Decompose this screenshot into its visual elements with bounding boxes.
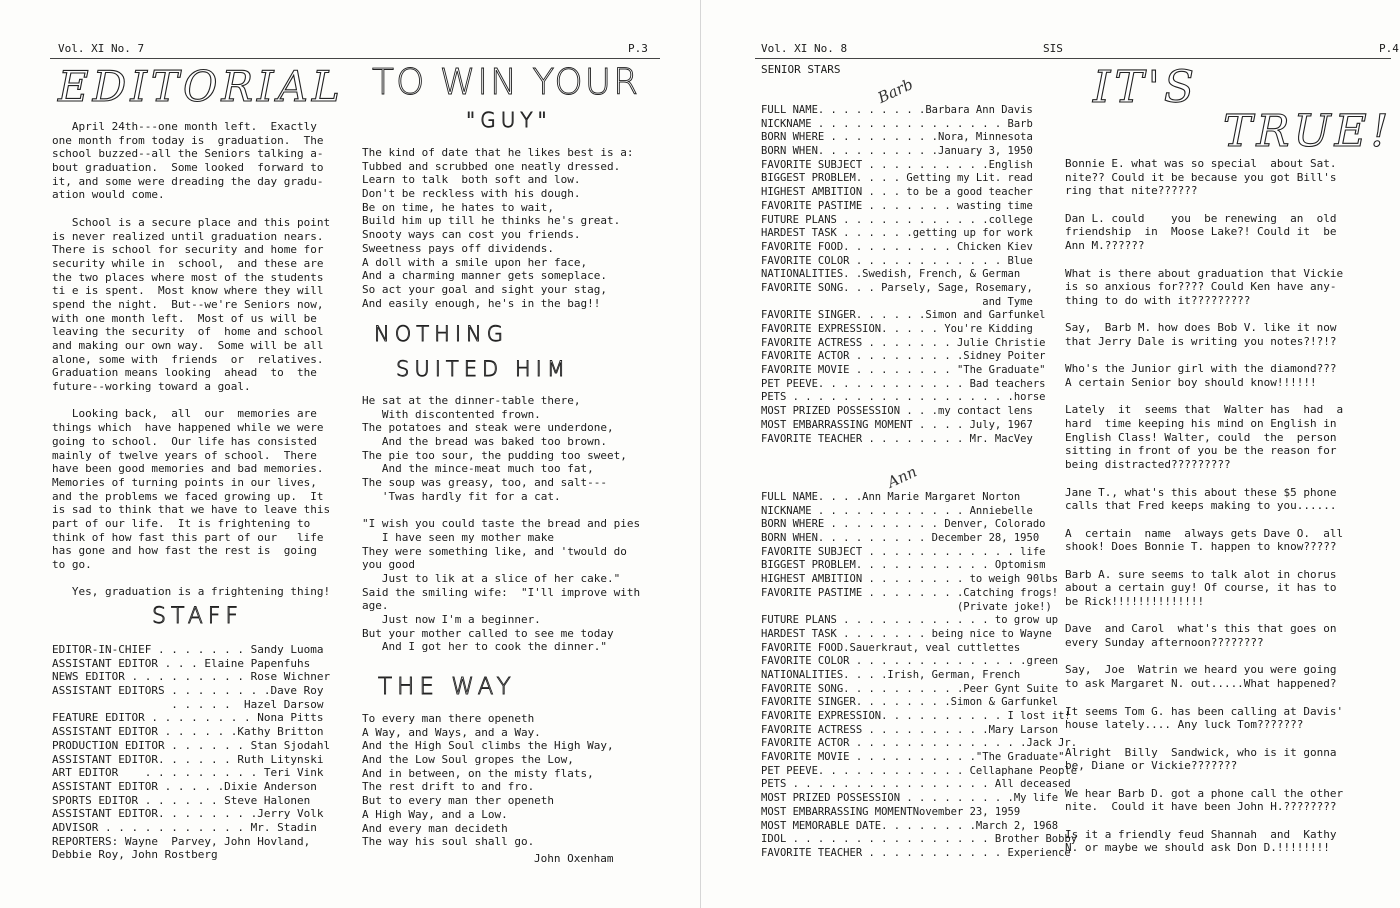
text-line: BORN WHEN. . . . . . . . . .January 3, 1950 <box>761 145 1033 158</box>
text-line: and the problems we faced growing up. It <box>52 489 324 503</box>
text-line: PETS . . . . . . . . . . . . . . . . All deceased <box>761 778 1071 791</box>
text-line: So act your goal and sight your stag, <box>362 282 608 296</box>
text-line: Just to lik at a slice of her cake." <box>362 571 621 585</box>
text-line: Barb A. sure seems to talk alot in chorus <box>1065 567 1337 581</box>
text-line: SPORTS EDITOR . . . . . . Steve Halonen <box>52 793 311 807</box>
text-line: BORN WHERE . . . . . . . . .Nora, Minnesota <box>761 131 1033 144</box>
text-line: FEATURE EDITOR . . . . . . . . Nona Pitts <box>52 711 324 725</box>
text-line: FUTURE PLANS . . . . . . . . . . . .college <box>761 213 1033 226</box>
text-line: The potatoes and steak were underdone, <box>362 421 614 435</box>
way-poem <box>362 712 614 849</box>
text-line: REPORTERS: Wayne Parvey, John Hovland, <box>52 834 311 848</box>
text-line <box>1065 609 1343 623</box>
text-line: And the mince-meat much too fat, <box>362 462 594 476</box>
text-line: part of our life. It is frightening to <box>52 516 311 530</box>
text-line: ring that nite?????? <box>1065 184 1198 198</box>
text-line: PRODUCTION EDITOR . . . . . . Stan Sjodahl <box>52 738 331 752</box>
text-line: shook! Does Bonnie T. happen to know????? <box>1065 540 1337 554</box>
text-line <box>1065 198 1343 212</box>
text-line <box>1065 732 1343 746</box>
text-line: FAVORITE PASTIME . . . . . . . .Catching frogs! <box>761 586 1059 599</box>
guy-heading-quote: "GUY" <box>466 108 552 132</box>
page-number: P.4 <box>1379 42 1399 55</box>
text-line: school buzzed--all the Seniors talking a- <box>52 147 324 161</box>
nothing-heading-2: SUITED HIM <box>396 357 570 381</box>
text-line: HARDEST TASK . . . . . . . being nice to Wayne <box>761 627 1052 640</box>
handwritten-ann: Ann <box>884 462 920 492</box>
text-line: Don't be reckless with his dough. <box>362 187 581 201</box>
text-line: Say, Joe Watrin we heard you were going <box>1065 663 1337 677</box>
text-line: Alright Billy Sandwick, who is it gonna <box>1065 745 1337 759</box>
text-line: And a charming manner gets someplace. <box>362 269 608 283</box>
text-line: and making our own way. Some will be all <box>52 339 324 352</box>
volume-number: Vol. XI No. 7 <box>58 42 145 55</box>
text-line: every Sunday afternoon???????? <box>1065 636 1264 650</box>
text-line: be Rick!!!!!!!!!!!!!! <box>1065 595 1205 608</box>
text-line: ASSISTANT EDITOR. . . . . . Ruth Litynski <box>52 752 324 766</box>
text-line: PETS . . . . . . . . . . . . . . . . . .horse <box>761 391 1046 404</box>
text-line: being distracted????????? <box>1065 458 1231 472</box>
text-line: PET PEEVE. . . . . . . . . . . . Cellaphane People <box>761 764 1078 777</box>
text-line: Be on time, he hates to wait, <box>362 200 555 214</box>
text-line: Looking back, all our memories are <box>52 407 317 421</box>
text-line: Dave and Carol what's this that goes on <box>1065 622 1337 636</box>
text-line: FAVORITE COLOR . . . . . . . . . . . . . .green <box>761 655 1059 668</box>
text-line: FAVORITE ACTOR . . . . . . . . . . . . . .Jack Jr. <box>761 737 1078 750</box>
text-line: FAVORITE EXPRESSION. . . . . . . . . . I lost it! <box>761 710 1071 722</box>
right-page <box>700 0 1400 908</box>
page-number: P.3 <box>628 42 648 55</box>
text-line: FAVORITE SONG. . . Parsely, Sage, Rosemary, <box>761 281 1033 294</box>
text-line: Memories of turning points in our lives, <box>52 475 317 489</box>
text-line: FAVORITE TEACHER . . . . . . . . . . . Experience <box>761 846 1071 859</box>
header-rule <box>755 58 1391 59</box>
gossip-column <box>1065 157 1343 855</box>
its-true-heading-2: TRUE! <box>1223 106 1393 157</box>
way-heading: THE WAY <box>378 674 516 700</box>
text-line: BORN WHERE . . . . . . . . . Denver, Colorado <box>761 518 1046 531</box>
text-line: spend the night. But--we're Seniors now, <box>52 297 324 311</box>
text-line: April 24th---one month left. Exactly <box>52 120 317 133</box>
text-line: Snooty ways can cost you friends. <box>362 228 581 242</box>
text-line: N. or maybe we should ask Don D.!!!!!!!! <box>1065 841 1330 855</box>
text-line: The pie too sour, the pudding too sweet, <box>362 448 627 462</box>
text-line: bout graduation. Some looked forward to <box>52 161 324 175</box>
text-line: But your mother called to see me today <box>362 626 614 640</box>
text-line: leaving the security of home and school <box>52 325 324 339</box>
text-line: HARDEST TASK . . . . . .getting up for work <box>761 227 1033 240</box>
text-line: have been good memories and bad memories. <box>52 462 324 476</box>
text-line: School is a secure place and this point <box>52 215 331 229</box>
text-line: MOST PRIZED POSSESSION . . . . . . . . .My life <box>761 792 1059 805</box>
text-line: FAVORITE TEACHER . . . . . . . . Mr. MacVey <box>761 432 1033 445</box>
text-line: Dan L. could you be renewing an old <box>1065 211 1337 225</box>
staff-list <box>52 643 330 862</box>
text-line: Bonnie E. what was so special about Sat. <box>1065 157 1337 170</box>
text-line: FAVORITE SINGER. . . . . .Simon and Garfunkel <box>761 309 1046 322</box>
senior-stars-title: SENIOR STARS <box>761 63 841 76</box>
text-line: And the High Soul climbs the High Way, <box>362 739 614 753</box>
text-line: Is it a friendly feud Shannah and Kathy <box>1065 827 1337 841</box>
text-line: mainly of twelve years of school. There <box>52 448 317 462</box>
text-line: Who's the Junior girl with the diamond??? <box>1065 362 1337 376</box>
text-line: security while in school, and these are <box>52 256 324 270</box>
text-line: be, Diane or Vickie??????? <box>1065 759 1238 773</box>
volume-number: Vol. XI No. 8 <box>761 42 848 55</box>
text-line: NATIONALITIES. .Swedish, French, & German <box>761 268 1021 281</box>
text-line: ASSISTANT EDITOR . . . Elaine Papenfuhs <box>52 656 311 670</box>
text-line: It seems Tom G. has been calling at Davis' <box>1065 704 1344 718</box>
text-line: ASSISTANT EDITORS . . . . . . . .Dave Roy <box>52 684 324 698</box>
text-line: ASSISTANT EDITOR . . . . . .Kathy Britton <box>52 725 324 739</box>
text-line: house lately.... Any luck Tom??????? <box>1065 718 1304 732</box>
text-line: FAVORITE PASTIME . . . . . . . wasting time <box>761 199 1033 212</box>
text-line: FAVORITE SUBJECT . . . . . . . . . .English <box>761 158 1033 171</box>
text-line: FAVORITE ACTRESS . . . . . . . Julie Christie <box>761 336 1046 349</box>
text-line: FAVORITE COLOR . . . . . . . . . . . . Blue <box>761 254 1033 267</box>
text-line: IDOL . . . . . . . . . . . . . . . . Brother Bobby <box>761 833 1078 846</box>
text-line: Yes, graduation is a frightening thing! <box>52 585 331 599</box>
editorial-text <box>52 120 330 599</box>
text-line: nite?? Could it be because you got Bill's <box>1065 170 1337 184</box>
text-line <box>1065 513 1343 527</box>
text-line: ASSISTANT EDITOR . . . . .Dixie Anderson <box>52 779 317 793</box>
text-line: MOST EMBARRASSING MOMENTNovember 23, 1959 <box>761 805 1021 818</box>
text-line <box>1065 253 1343 267</box>
text-line: FAVORITE SINGER. . . . . . . .Simon & Garfunkel <box>761 696 1059 709</box>
text-line: The rest drift to and fro. <box>362 780 535 794</box>
text-line: future--working toward a goal. <box>52 380 251 394</box>
text-line <box>1065 349 1343 363</box>
text-line: Jane T., what's this about these $5 phone <box>1065 485 1337 499</box>
text-line: "I wish you could taste the bread and pies <box>362 517 641 531</box>
text-line <box>1065 472 1343 486</box>
text-line: PET PEEVE. . . . . . . . . . . . Bad teachers <box>761 377 1046 390</box>
text-line: going to school. Our life has consisted <box>52 434 317 448</box>
text-line: A certain name always gets Dave O. all <box>1065 526 1344 540</box>
text-line: it, and some were dreading the day gradu- <box>52 174 324 188</box>
text-line: FAVORITE ACTRESS . . . . . . . . . .Mary Larson <box>761 723 1059 736</box>
text-line: Debbie Roy, John Rostberg <box>52 848 218 862</box>
text-line <box>52 394 330 408</box>
text-line: BORN WHEN. . . . . . . . . December 28, 1950 <box>761 532 1040 545</box>
text-line: But to every man ther openeth <box>362 794 555 808</box>
paper-name: SIS <box>1043 42 1063 55</box>
text-line: NICKNAME . . . . . . . . . . . . Anniebelle <box>761 504 1033 517</box>
text-line: EDITOR-IN-CHIEF . . . . . . . Sandy Luoma <box>52 643 324 656</box>
text-line: FULL NAME. . . . . . . . .Barbara Ann Davis <box>761 104 1033 116</box>
text-line: Tubbed and scrubbed one neatly dressed. <box>362 159 621 173</box>
text-line: is never realized until graduation nears. <box>52 229 324 243</box>
text-line: A Way, and Ways, and a Way. <box>362 725 541 739</box>
text-line: He sat at the dinner-table there, <box>362 394 581 407</box>
text-line: friendship in Moose Lake?! Could it be <box>1065 225 1337 239</box>
text-line: Build him up till he thinks he's great. <box>362 214 621 228</box>
text-line: And the Low Soul gropes the Low, <box>362 753 574 767</box>
guy-poem <box>362 146 634 310</box>
text-line: Lately it seems that Walter has had a <box>1065 403 1344 417</box>
text-line: hard time keeping his mind on English in <box>1065 417 1337 431</box>
text-line: NICKNAME . . . . . . . . . . . . . . . Barb <box>761 117 1033 130</box>
text-line: ti e is spent. Most know where they will <box>52 284 324 298</box>
text-line: FUTURE PLANS . . . . . . . . . . . . to grow up <box>761 614 1059 627</box>
text-line: calls that Fred keeps making to you...... <box>1065 499 1337 513</box>
text-line: HIGHEST AMBITION . . . to be a good teacher <box>761 186 1033 199</box>
text-line: ART EDITOR . . . . . . . . . Teri Vink <box>52 766 324 780</box>
text-line: The soup was greasy, too, and salt--- <box>362 476 608 490</box>
text-line <box>1065 691 1343 705</box>
text-line <box>1065 308 1343 322</box>
text-line: There is school for security and home for <box>52 243 324 257</box>
text-line: To every man there openeth <box>362 712 535 725</box>
text-line: ADVISOR . . . . . . . . . . . Mr. Stadin <box>52 820 317 834</box>
text-line: is so anxious for???? Could Ken have any- <box>1065 280 1337 294</box>
text-line: has gone and how fast the rest is going <box>52 544 317 558</box>
text-line: With discontented frown. <box>362 407 541 421</box>
text-line: that Jerry Dale is writing you notes?!?!? <box>1065 334 1337 348</box>
header-rule <box>50 58 660 59</box>
text-line: things which have happened while we were <box>52 421 324 435</box>
text-line: And easily enough, he's in the bag!! <box>362 296 601 310</box>
text-line <box>1065 390 1343 404</box>
way-author: John Oxenham <box>534 852 614 865</box>
text-line: BIGGEST PROBLEM. . . . . . . . . . . Optomism <box>761 559 1046 572</box>
nothing-poem <box>362 394 640 654</box>
text-line: FAVORITE SONG. . . . . . . . . .Peer Gynt Suite <box>761 682 1059 695</box>
text-line: What is there about graduation that Vickie <box>1065 266 1344 280</box>
text-line: 'Twas hardly fit for a cat. <box>362 489 561 503</box>
profile-ann <box>761 491 1077 861</box>
text-line: A certain Senior boy should know!!!!!! <box>1065 376 1317 389</box>
text-line: FAVORITE MOVIE . . . . . . . . . ."The Graduate" <box>761 751 1065 764</box>
staff-heading: STAFF <box>152 604 244 629</box>
its-true-heading: IT'S <box>1093 62 1198 113</box>
text-line: English Class! Walter, could the person <box>1065 430 1337 444</box>
text-line: A doll with a smile upon her face, <box>362 255 588 269</box>
text-line: FULL NAME. . . .Ann Marie Margaret Norton <box>761 491 1021 503</box>
text-line: to ask Margaret N. out.....What happened? <box>1065 677 1337 691</box>
text-line: Learn to talk both soft and low. <box>362 173 581 187</box>
text-line: FAVORITE ACTOR . . . . . . . . .Sidney Poiter <box>761 350 1046 363</box>
text-line <box>52 202 330 216</box>
text-line: Ann M.?????? <box>1065 239 1145 253</box>
text-line: is sad to think that we have to leave this <box>52 503 331 517</box>
text-line: thing to do with it????????? <box>1065 293 1251 307</box>
text-line: one month from today is graduation. The <box>52 133 324 147</box>
nothing-heading: NOTHING <box>374 322 509 346</box>
text-line: And the bread was baked too brown. <box>362 435 608 449</box>
text-line: Graduation means looking ahead to the <box>52 366 317 380</box>
text-line <box>362 504 640 518</box>
text-line: FAVORITE MOVIE . . . . . . . . "The Graduate" <box>761 364 1046 377</box>
text-line: ation would come. <box>52 188 165 202</box>
text-line: I have seen my mother make <box>362 530 555 544</box>
text-line: to go. <box>52 558 92 571</box>
text-line: sitting in front of you be the reason for <box>1065 444 1337 458</box>
text-line: FAVORITE SUBJECT . . . . . . . . . . . . life <box>761 545 1046 558</box>
text-line: think of how fast this part of our life <box>52 530 324 544</box>
text-line: MOST PRIZED POSSESSION . . .my contact lens <box>761 405 1033 418</box>
text-line: We hear Barb D. got a phone call the other <box>1065 786 1344 800</box>
text-line: and Tyme <box>761 295 1033 308</box>
text-line: . . . . . Hazel Darsow <box>52 697 324 711</box>
text-line: NATIONALITIES. . . .Irish, German, French <box>761 668 1021 681</box>
text-line: And every man decideth <box>362 821 508 835</box>
text-line: BIGGEST PROBLEM. . . . Getting my Lit. read <box>761 172 1033 185</box>
text-line: FAVORITE EXPRESSION. . . . . You're Kidding <box>761 323 1033 335</box>
text-line <box>1065 814 1343 828</box>
text-line: age. <box>362 599 389 613</box>
text-line <box>1065 773 1343 787</box>
editorial-heading: EDITORIAL <box>58 62 344 111</box>
text-line: The kind of date that he likes best is a: <box>362 146 634 159</box>
text-line: And I got her to cook the dinner." <box>362 640 608 654</box>
text-line: nite. Could it have been John H.???????? <box>1065 800 1337 814</box>
text-line: A High Way, and a Low. <box>362 807 508 821</box>
text-line: Just now I'm a beginner. <box>362 613 541 626</box>
handwritten-barb: Barb <box>874 75 916 107</box>
text-line: alone, some with friends or relatives. <box>52 352 324 366</box>
text-line: HIGHEST AMBITION . . . . . . . . to weigh 90lbs <box>761 573 1059 586</box>
profile-barb <box>761 104 1045 446</box>
text-line: They were something like, and 'twould do <box>362 544 627 558</box>
text-line: NEWS EDITOR . . . . . . . . . Rose Wichner <box>52 670 331 684</box>
text-line <box>52 572 330 586</box>
text-line: MOST EMBARRASSING MOMENT . . . . July, 1967 <box>761 418 1033 431</box>
text-line: about a certain guy! Of course, it has to <box>1065 581 1337 595</box>
text-line: FAVORITE FOOD.Sauerkraut, veal cuttlettes <box>761 641 1021 654</box>
text-line: the two places where most of the students <box>52 270 324 284</box>
text-line: ASSISTANT EDITOR. . . . . . . .Jerry Volk <box>52 807 324 821</box>
text-line: Sweetness pays off dividends. <box>362 241 555 255</box>
text-line: Said the smiling wife: "I'll improve with <box>362 585 641 599</box>
text-line <box>1065 650 1343 664</box>
guy-heading: TO WIN YOUR <box>372 62 641 103</box>
text-line: The way his soul shall go. <box>362 835 535 849</box>
text-line: with one month left. Most of us will be <box>52 311 317 325</box>
text-line: (Private joke!) <box>761 600 1052 613</box>
text-line: FAVORITE FOOD. . . . . . . . . Chicken Kiev <box>761 240 1033 253</box>
text-line: you good <box>362 558 415 572</box>
text-line: MOST MEMORABLE DATE. . . . . . . .March 2, 1968 <box>761 819 1059 832</box>
text-line <box>1065 554 1343 568</box>
text-line: Say, Barb M. how does Bob V. like it now <box>1065 321 1337 335</box>
text-line: And in between, on the misty flats, <box>362 766 594 780</box>
